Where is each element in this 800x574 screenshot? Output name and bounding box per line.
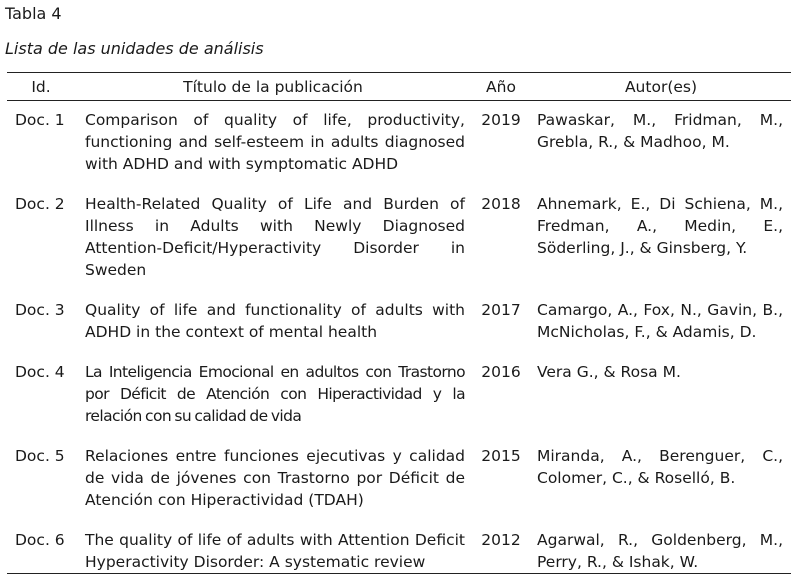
- row-id: Doc. 1: [15, 111, 65, 129]
- analysis-units-table: [7, 72, 791, 574]
- header-id: Id.: [7, 73, 75, 101]
- row-id: Doc. 2: [15, 195, 65, 213]
- row-authors: Vera G., & Rosa M.: [537, 363, 681, 381]
- row-id: Doc. 3: [15, 301, 65, 319]
- row-year: 2015: [481, 447, 521, 465]
- row-year: 2018: [481, 195, 521, 213]
- table-row: [7, 101, 791, 188]
- row-authors: Agarwal, R., Goldenberg, M., Perry, R., & Ishak, W.: [531, 523, 791, 574]
- row-title: Quality of life and functionality of adults with ADHD in the context of mental health: [85, 301, 465, 341]
- table-number: Tabla 4: [5, 4, 62, 23]
- table-row: [7, 187, 791, 293]
- table-row: [7, 439, 791, 523]
- header-authors: Autor(es): [531, 73, 791, 101]
- row-title: The quality of life of adults with Attention Deficit Hyperactivity Disorder: A systematic review: [75, 523, 471, 574]
- header-title: Título de la publicación: [75, 73, 471, 101]
- table-row: [7, 293, 791, 355]
- row-title: Relaciones entre funciones ejecutivas y calidad de vida de jóvenes con Trastorno por Déficit de Atención con Hiperactividad (TDAH): [85, 447, 465, 509]
- row-year: 2016: [481, 363, 521, 381]
- row-authors: Camargo, A., Fox, N., Gavin, B., McNicholas, F., & Adamis, D.: [537, 301, 783, 341]
- row-authors: Miranda, A., Berenguer, C., Colomer, C., & Roselló, B.: [537, 447, 783, 487]
- row-authors: Ahnemark, E., Di Schiena, M., Fredman, A., Medin, E., Söderling, J., & Ginsberg, Y.: [537, 195, 783, 257]
- header-row: [7, 73, 791, 101]
- table-caption: Lista de las unidades de análisis: [5, 39, 264, 58]
- row-title: Health-Related Quality of Life and Burden of Illness in Adults with Newly Diagnosed Attention-Deficit/Hyperactivity Disorder in Sweden: [85, 195, 465, 279]
- header-year: Año: [471, 73, 531, 101]
- row-year: 2012: [471, 523, 531, 574]
- table-row: [7, 355, 791, 439]
- row-authors: Pawaskar, M., Fridman, M., Grebla, R., & Madhoo, M.: [537, 111, 783, 151]
- row-title: La Inteligencia Emocional en adultos con Trastorno por Déficit de Atención con Hiperactividad y la relación con su calidad de vida: [85, 363, 465, 425]
- row-year: 2017: [481, 301, 521, 319]
- row-id: Doc. 4: [15, 363, 65, 381]
- publications-table: [7, 72, 791, 574]
- row-title: Comparison of quality of life, productivity, functioning and self-esteem in adults diagnosed with ADHD and with symptomatic ADHD: [85, 111, 465, 173]
- row-id: Doc. 5: [15, 447, 65, 465]
- row-id: Doc. 6: [7, 523, 75, 574]
- row-year: 2019: [481, 111, 521, 129]
